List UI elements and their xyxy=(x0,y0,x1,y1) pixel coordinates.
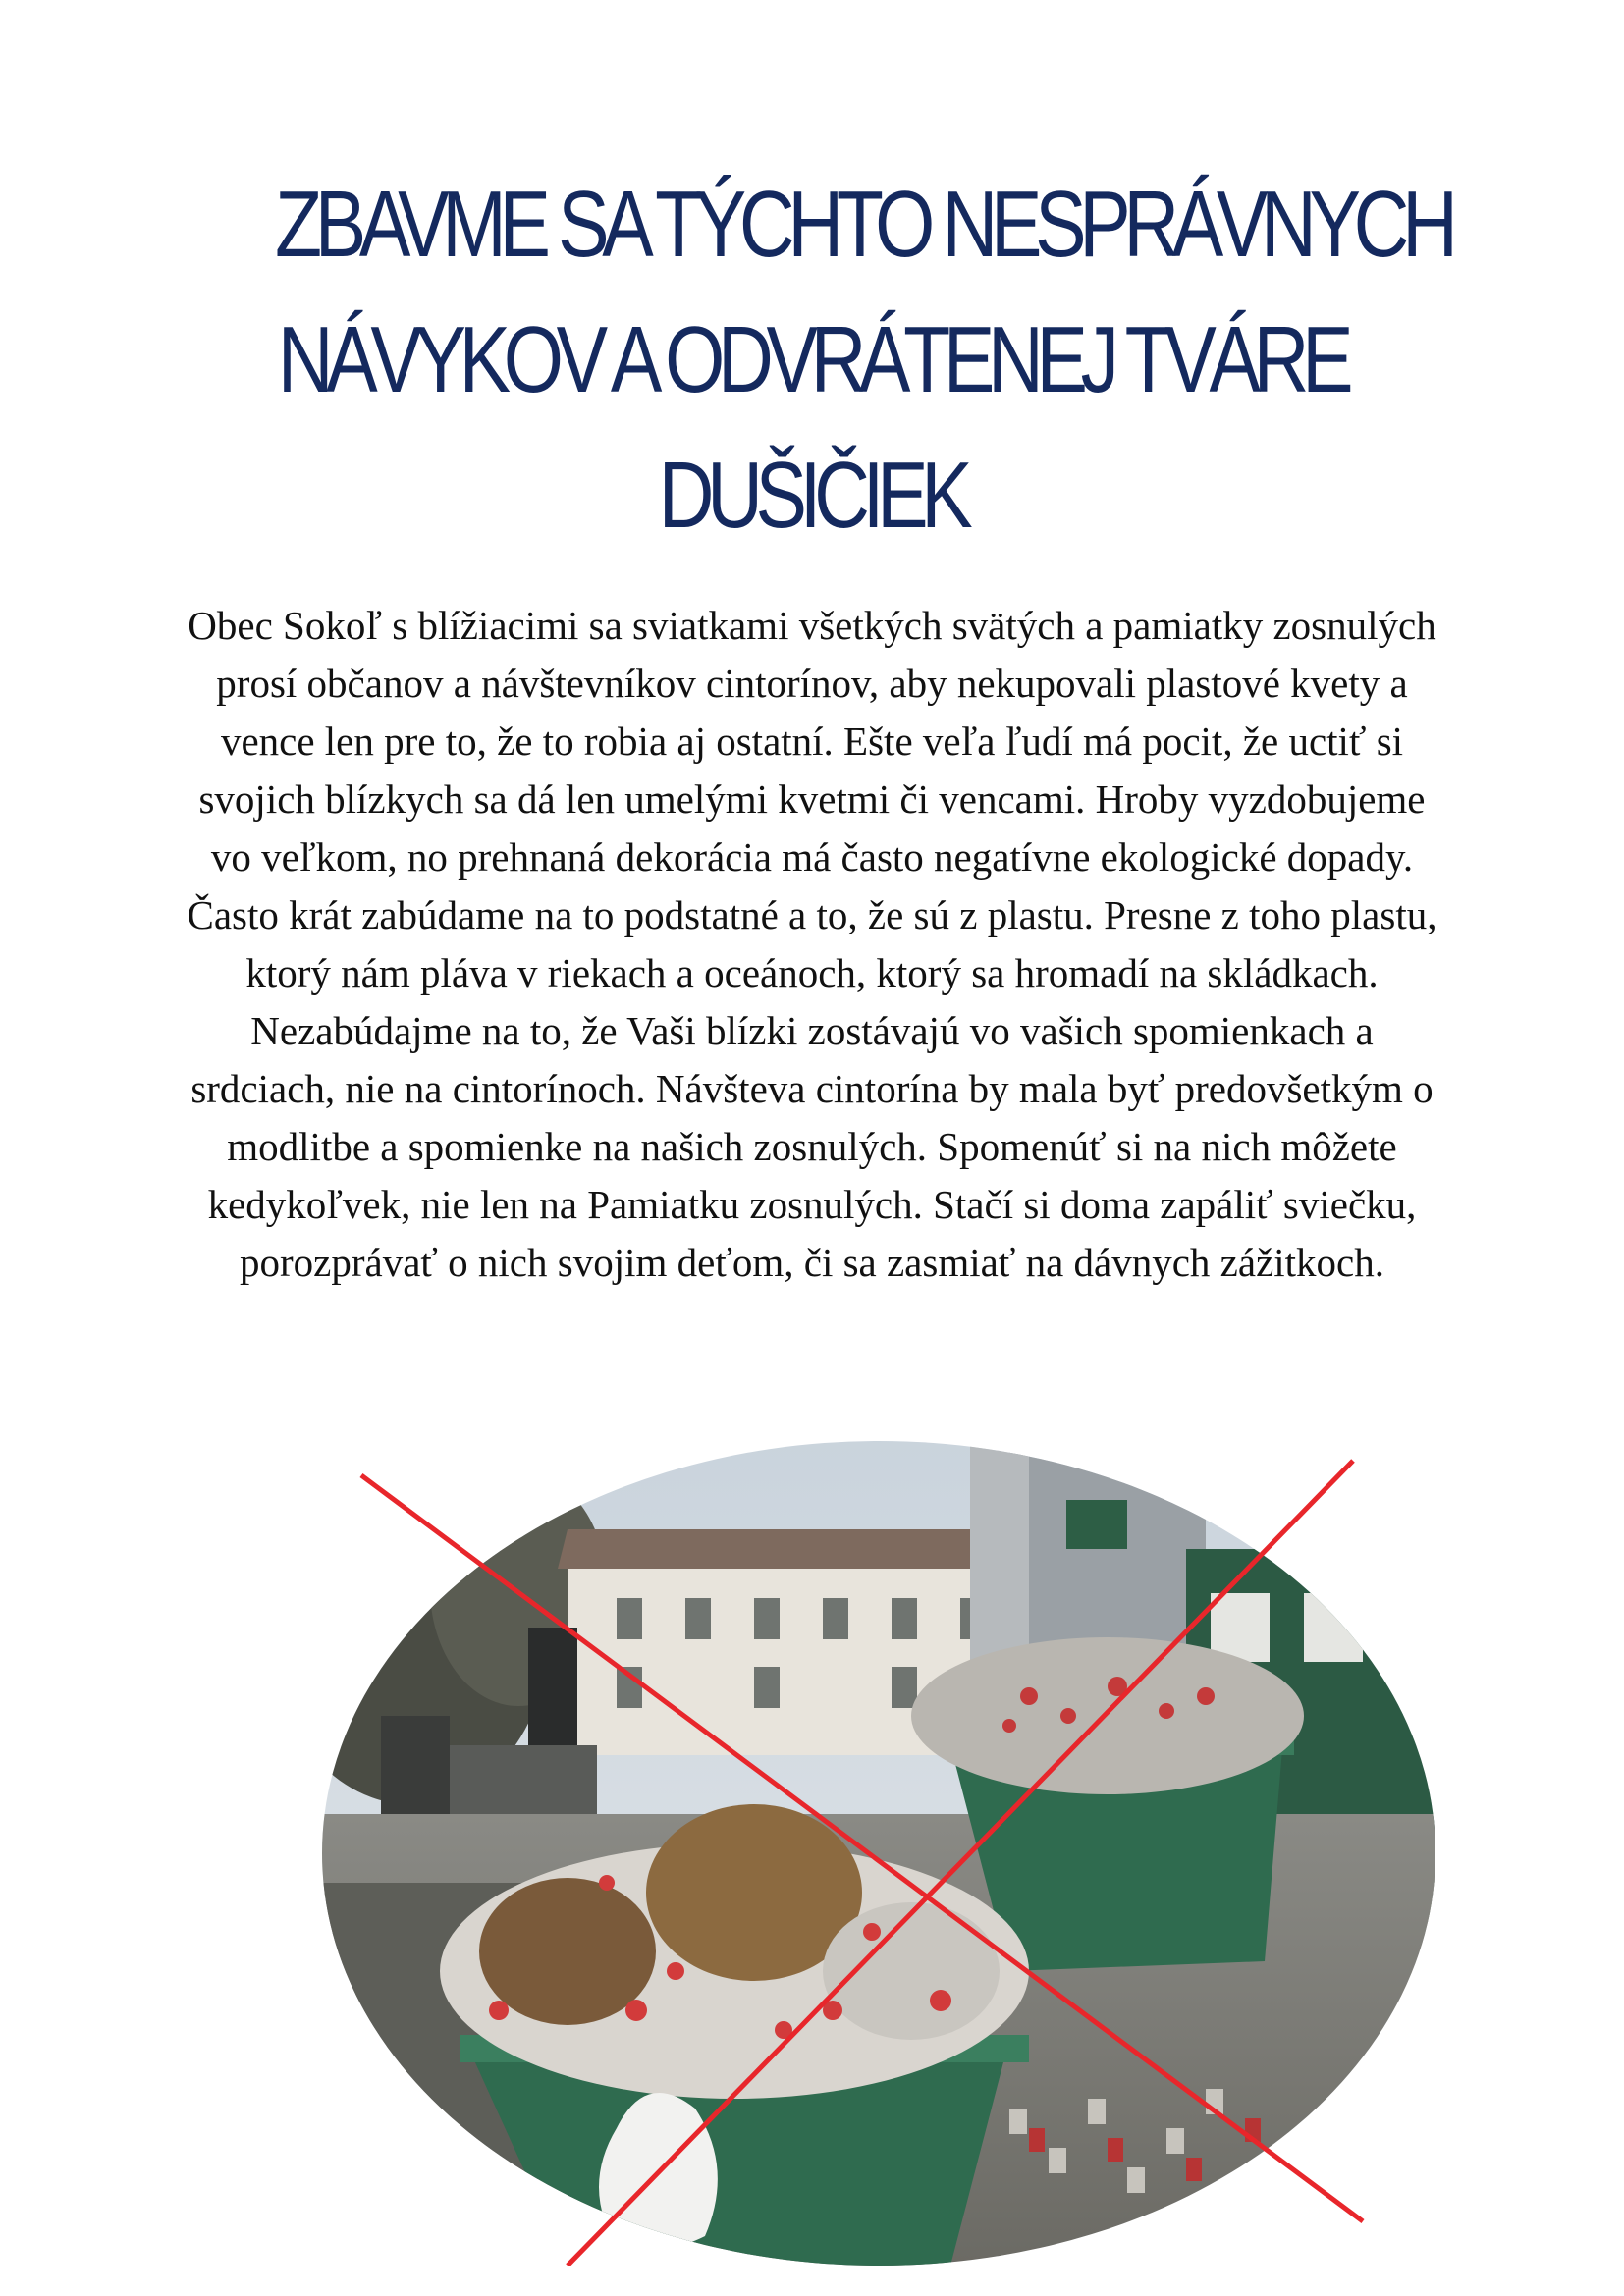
waste-photo-illustration xyxy=(322,1421,1435,2266)
poster-title xyxy=(275,157,1451,563)
title-line-2: NÁVYKOV A ODVRÁTENEJ TVÁRE xyxy=(277,307,1347,412)
title-line-3: DUŠIČIEK xyxy=(658,443,966,548)
title-line-1: ZBAVME SA TÝCHTO NESPRÁVNYCH xyxy=(275,172,1451,277)
body-paragraph: Obec Sokoľ s blížiacimi sa sviatkami všetkých svätých a pamiatky zosnulých prosí občanov a návštevníkov cintorínov, aby nekupovali plastové kvety a vence len pre to, že to robia aj ostatní. Ešte veľa ľudí má pocit, že uctiť si svojich blízkych sa dá len umelými kvetmi či vencami. Hroby vyzdobujeme vo veľkom, no prehnaná dekorácia má často negatívne ekologické dopady. Často krát zabúdame na to podstatné a to, že sú z plastu. Presne z toho plastu, ktorý nám pláva v riekach a oceánoch, ktorý sa hromadí na skládkach. Nezabúdajme na to, že Vaši blízki zostávajú vo vašich spomienkach a srdciach, nie na cintorínoch. Návšteva cintorína by mala byť predovšetkým o modlitbe a spomienke na našich zosnulých. Spomenúť si na nich môžete kedykoľvek, nie len na Pamiatku zosnulých. Stačí si doma zapáliť sviečku, porozprávať o nich svojim deťom, či sa zasmiať na dávnych zážitkoch. xyxy=(187,603,1437,1285)
crossed-out-waste-photo xyxy=(322,1421,1435,2266)
